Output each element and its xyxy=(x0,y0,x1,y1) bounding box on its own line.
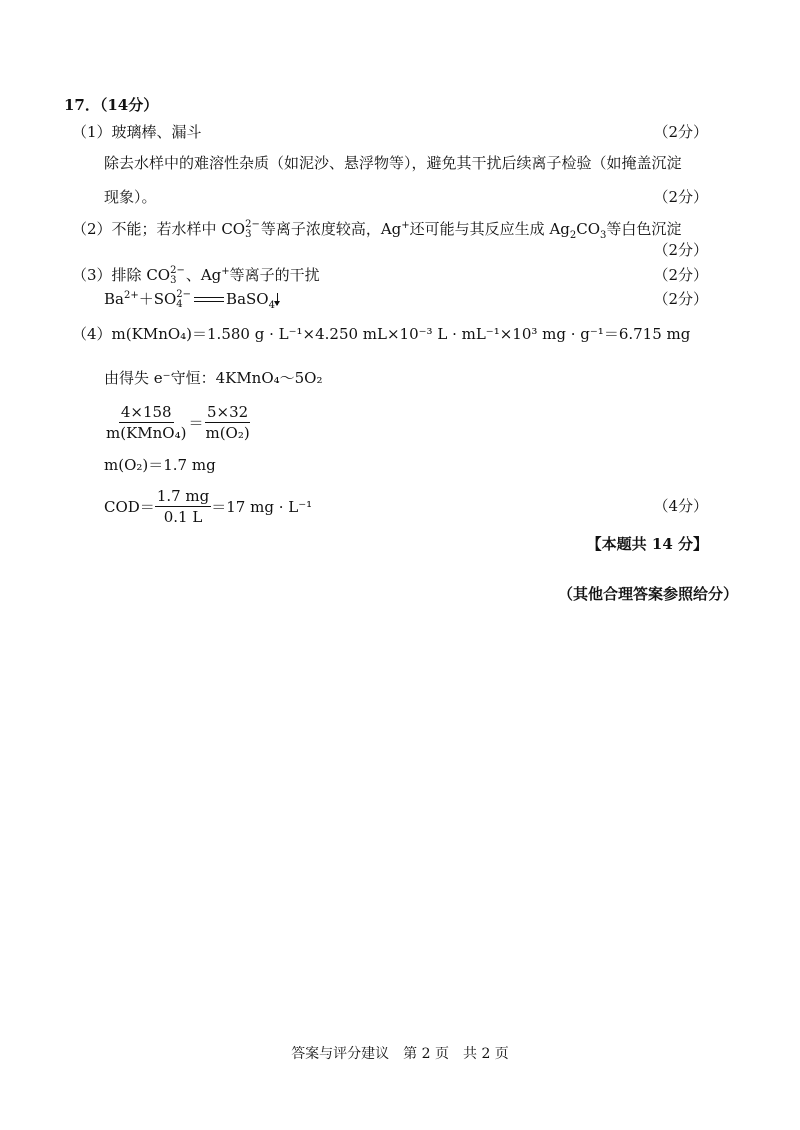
co3-charge: 2− 3 xyxy=(245,219,260,240)
question-header: 17．（14分） xyxy=(64,96,159,114)
part1-reason-line2: 现象）。 xyxy=(104,188,157,206)
part4-calc: m(KMnO₄)＝1.580 g · L⁻¹×4.250 mL×10⁻³ L · mL⁻¹×10³ mg · g⁻¹＝6.715 mg xyxy=(111,325,691,343)
fraction-kmno4: $\frac{4\times 158}{\text{m(KMnO₄)}}$ xyxy=(106,403,187,442)
part4-score: （4分） xyxy=(653,497,708,515)
part2-text-a: 不能；若水样中 CO xyxy=(111,220,246,238)
part3-text-c: 等离子的干扰 xyxy=(229,266,320,284)
part2-text-c: 还可能与其反应生成 Ag xyxy=(409,220,570,238)
fraction-o2: $\frac{5\times 32}{\text{m(O₂)}}$ xyxy=(205,403,250,442)
part1-reason-line1: 除去水样中的难溶性杂质（如泥沙、悬浮物等），避免其干扰后续离子检验（如掩盖沉淀 xyxy=(104,154,682,172)
co3-sub: 3 xyxy=(600,230,607,241)
ag2-sub: 2 xyxy=(569,230,577,241)
part3-line xyxy=(72,265,320,286)
part3-score1: （2分） xyxy=(653,266,708,284)
grading-note: （其他合理答案参照给分） xyxy=(557,585,738,603)
ag-charge: + xyxy=(401,220,410,231)
part1-line xyxy=(72,122,202,142)
part1-score: （2分） xyxy=(653,123,708,141)
page-footer: 答案与评分建议 第 2 页 共 2 页 xyxy=(291,1046,509,1062)
part1-reason-score: （2分） xyxy=(653,188,708,206)
part2-text-d: CO xyxy=(576,220,601,238)
precipitate-arrow-icon xyxy=(277,293,278,305)
part4-ratio: $\frac{4\times 158}{\text{m(KMnO₄)}}$ ＝ $\frac{5\times 32}{\text{m(O₂)}}$ xyxy=(106,403,250,442)
fraction-cod: $\frac{1.7 mg}{0.1 L}$ xyxy=(156,487,210,526)
part3-text-a: 排除 CO xyxy=(111,266,171,284)
part4-conservation: 由得失 e⁻守恒：4KMnO₄～5O₂ xyxy=(104,369,323,387)
equals-sign xyxy=(192,296,226,304)
part3-label: （3） xyxy=(72,266,112,284)
total-score: 【本题共 14 分】 xyxy=(586,535,708,553)
part2-text-e: 等白色沉淀 xyxy=(606,220,682,238)
part2-label: （2） xyxy=(72,220,112,238)
part3-text-b: 、Ag xyxy=(185,266,222,284)
co3-charge: 2− 3 xyxy=(170,265,185,286)
part4-label: （4） xyxy=(72,325,112,343)
part2-line xyxy=(72,219,681,240)
part4-line xyxy=(72,324,690,344)
ag-charge: + xyxy=(221,266,230,277)
part4-cod: COD＝ $\frac{1.7 mg}{0.1 L}$ ＝17 mg · L⁻¹ xyxy=(104,487,313,526)
part2-text-b: 等离子浓度较高，Ag xyxy=(260,220,402,238)
part4-mo2: m(O₂)＝1.7 mg xyxy=(104,456,216,474)
part3-equation: $Ba^{2+}+SO$ 2− 4 BaSO$_4$ xyxy=(104,289,278,310)
part1-label: （1） xyxy=(72,123,112,141)
part1-answer: 玻璃棒、漏斗 xyxy=(111,123,202,141)
part2-score: （2分） xyxy=(653,241,708,259)
part3-score2: （2分） xyxy=(653,290,708,308)
